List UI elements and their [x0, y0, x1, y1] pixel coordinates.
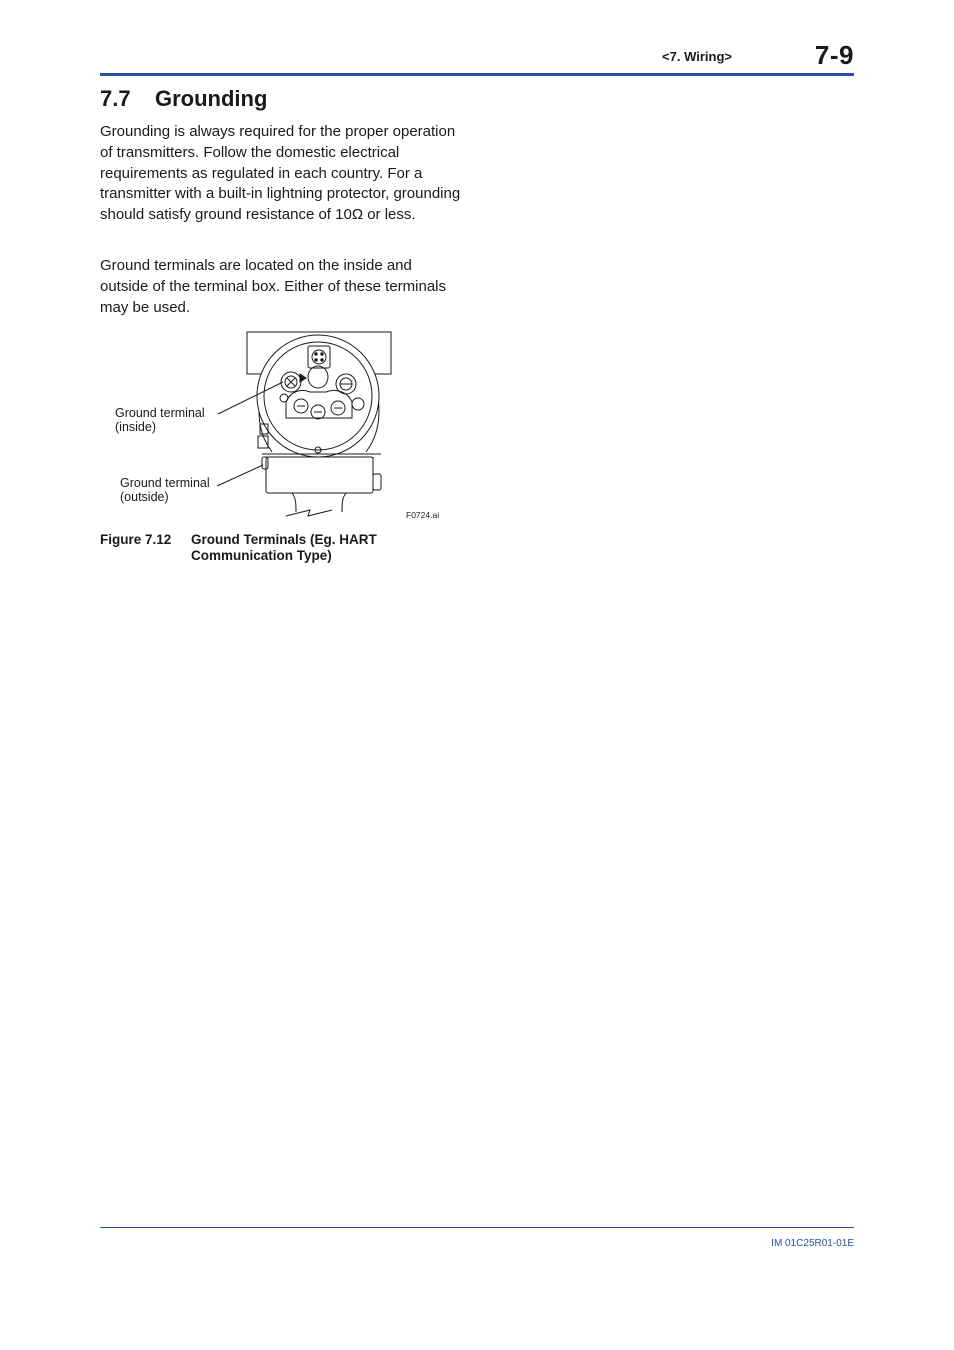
paragraph: Ground terminals are located on the inside and outside of the terminal box. Either of these terminals may be used.: [100, 257, 447, 316]
section-number: 7.7: [100, 86, 131, 111]
callout-label: Ground terminal: [115, 406, 205, 420]
paragraph: Grounding is always required for the proper operation of transmitters. Follow the domestic electrical requirements as regulated in each country. For a transmitter with a built-in lightning protector, grounding should satisfy ground resistance of 10Ω or less.: [100, 123, 461, 224]
section-heading: [100, 86, 267, 112]
callout-sublabel: (inside): [115, 419, 156, 434]
figure-caption-title: Ground Terminals (Eg. HART Communication Type): [191, 532, 377, 563]
ground-terminals-figure: [100, 326, 450, 526]
footer-document-id: IM 01C25R01-01E: [771, 1238, 854, 1249]
page-number: 7-9: [814, 40, 854, 70]
figure-caption-number: Figure 7.12: [100, 532, 172, 547]
callout-ground-terminal-outside: [120, 477, 210, 504]
header-rule: [100, 73, 854, 76]
callout-sublabel: (outside): [120, 489, 169, 504]
callout-label: Ground terminal: [120, 476, 210, 490]
callout-ground-terminal-inside: [115, 407, 205, 434]
header-section-label: <7. Wiring>: [662, 49, 732, 64]
figure-file-id: F0724.ai: [406, 510, 440, 520]
footer-rule: [100, 1227, 854, 1228]
section-title: Grounding: [155, 86, 268, 111]
